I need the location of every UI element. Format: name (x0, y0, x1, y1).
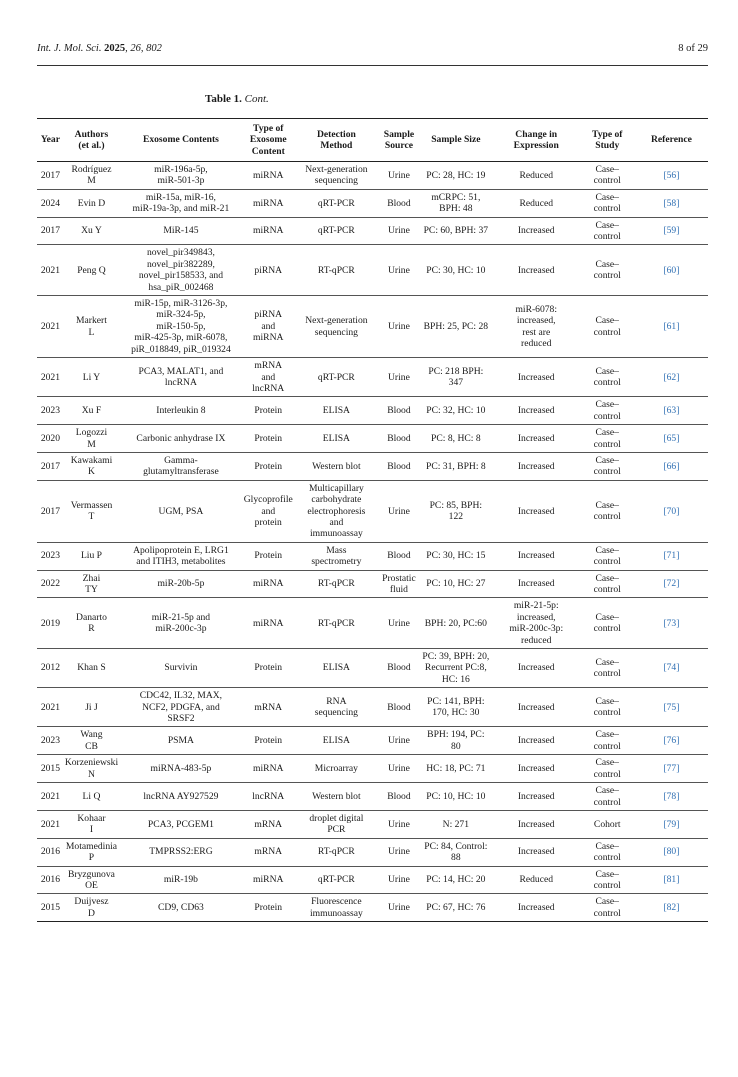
cell-authors: Rodríguez M (71, 164, 112, 187)
cell-reference[interactable]: [75] (663, 701, 680, 713)
cell-reference[interactable]: [78] (663, 790, 680, 802)
cell-change: Increased (517, 701, 555, 713)
cell-contents: novel_pir349843, novel_pir382289, novel_pir158533, and hsa_piR_002468 (138, 247, 224, 293)
cell-method: ELISA (322, 662, 350, 674)
cell-study: Case– control (593, 572, 621, 595)
cell-authors: Markert L (76, 315, 107, 338)
cell-change: Increased (517, 460, 555, 472)
cell-authors: Duijvesz D (74, 896, 109, 919)
cell-change: Increased (517, 432, 555, 444)
col-contents-header: Exosome Contents (142, 134, 219, 146)
cell-authors: Li Q (82, 790, 101, 802)
cell-year: 2015 (40, 902, 60, 914)
cell-authors: Li Y (82, 371, 101, 383)
cell-year: 2022 (40, 578, 60, 590)
cell-authors: Logozzi M (75, 427, 108, 450)
table-row (37, 358, 708, 397)
table-row (37, 838, 708, 866)
cell-study: Case– control (593, 544, 621, 568)
cell-size: PC: 31, BPH: 8 (425, 460, 486, 472)
cell-size: PC: 30, HC: 15 (426, 550, 486, 562)
cell-reference[interactable]: [65] (663, 432, 680, 444)
col-change-header: Change in Expression (513, 128, 559, 151)
cell-change: Increased (517, 790, 555, 802)
cell-type: mRNA (254, 701, 283, 713)
cell-type: Protein (254, 735, 283, 747)
cell-change: Increased (517, 735, 555, 747)
cell-study: Case– control (593, 258, 621, 282)
cell-size: BPH: 25, PC: 28 (423, 320, 489, 332)
cell-year: 2017 (40, 169, 60, 181)
cell-contents: miR-19b (163, 874, 198, 886)
cell-size: PC: 60, BPH: 37 (423, 225, 489, 237)
cell-source: Blood (387, 701, 411, 713)
cell-source: Urine (388, 762, 410, 774)
cell-source: Blood (387, 662, 411, 674)
cell-source: Urine (388, 225, 410, 237)
table-row (37, 894, 708, 922)
cell-type: piRNA and miRNA (253, 309, 284, 344)
cell-reference[interactable]: [60] (663, 264, 680, 276)
caption-label: Table 1. (205, 93, 242, 105)
cell-change: Increased (517, 662, 555, 674)
cell-method: RT-qPCR (317, 617, 355, 629)
table-row (37, 866, 708, 894)
cell-study: Case– control (593, 315, 621, 338)
cell-type: Protein (254, 662, 283, 674)
table-row (37, 598, 708, 649)
cell-authors: Motamedinia P (65, 840, 118, 864)
journal-volume-pages: , 26, 802 (125, 43, 162, 54)
cell-authors: Wang CB (80, 729, 103, 752)
cell-study: Case– control (593, 695, 621, 719)
cell-authors: Ji J (85, 701, 98, 713)
cell-method: Microarray (314, 762, 358, 774)
cell-authors: Zhai TY (82, 572, 101, 595)
cell-method: qRT-PCR (317, 874, 355, 886)
cell-method: RT-qPCR (317, 578, 355, 590)
cell-change: Increased (517, 225, 555, 237)
cell-type: miRNA (253, 578, 284, 590)
cell-year: 2023 (40, 550, 60, 562)
cell-method: qRT-PCR (317, 371, 355, 383)
cell-contents: PCA3, MALAT1, and lncRNA (138, 365, 224, 389)
table-header-row (37, 119, 708, 162)
cell-study: Case– control (593, 785, 621, 808)
table-body (37, 162, 708, 922)
journal-year: 2025 (104, 43, 126, 54)
cell-reference[interactable]: [73] (663, 617, 680, 629)
cell-reference[interactable]: [59] (663, 225, 680, 237)
cell-source: Urine (388, 505, 410, 517)
cell-study: Case– control (593, 499, 621, 523)
col-study-header: Type of Study (592, 128, 623, 151)
cell-study: Case– control (593, 868, 621, 891)
cell-reference[interactable]: [71] (663, 550, 680, 562)
cell-authors: Xu F (81, 405, 102, 417)
cell-study: Case– control (593, 399, 621, 422)
cell-contents: miR-21-5p and miR-200c-3p (151, 611, 211, 635)
cell-type: Protein (254, 405, 283, 417)
cell-method: Western blot (312, 790, 361, 802)
cell-contents: Gamma- glutamyltransferase (143, 454, 219, 478)
cell-source: Urine (388, 617, 410, 629)
cell-study: Case– control (593, 611, 621, 635)
cell-year: 2017 (40, 225, 60, 237)
cell-size: PC: 14, HC: 20 (426, 874, 486, 886)
cell-type: mRNA (254, 846, 283, 858)
cell-contents: UGM, PSA (158, 505, 204, 517)
cell-change: miR-6078: increased, rest are reduced (515, 303, 558, 349)
cell-reference[interactable]: [61] (663, 320, 680, 332)
cell-reference[interactable]: [80] (663, 846, 680, 858)
cell-reference[interactable]: [66] (663, 460, 680, 472)
cell-change: Increased (517, 264, 555, 276)
cell-year: 2021 (40, 701, 60, 713)
cell-authors: Liu P (80, 550, 102, 562)
journal-name: Int. J. Mol. Sci. (37, 43, 102, 54)
col-year-header: Year (40, 134, 60, 146)
cell-change: Increased (517, 818, 555, 830)
cell-method: qRT-PCR (317, 225, 355, 237)
table-row (37, 217, 708, 245)
cell-type: Glycoprofile and protein (243, 494, 293, 528)
cell-size: PC: 85, BPH: 122 (429, 499, 483, 523)
cell-size: PC: 30, HC: 10 (426, 264, 486, 276)
cell-method: Multicapillary carbohydrate electrophoresis and immunoassay (307, 482, 366, 540)
cell-study: Case– control (593, 365, 621, 389)
cell-change: miR-21-5p: increased, miR-200c-3p: reduced (509, 600, 564, 646)
cell-authors: Korzeniewski N (64, 757, 119, 780)
cell-year: 2017 (40, 505, 60, 517)
cell-method: RNA sequencing (314, 695, 358, 719)
cell-study: Case– control (593, 191, 621, 215)
cell-study: Case– control (593, 757, 621, 780)
cell-method: ELISA (322, 405, 350, 417)
cell-change: Increased (517, 550, 555, 562)
cell-size: PC: 141, BPH: 170, HC: 30 (427, 695, 485, 719)
cell-change: Reduced (519, 169, 554, 181)
cell-year: 2021 (40, 264, 60, 276)
cell-reference[interactable]: [70] (663, 505, 680, 517)
cell-contents: miR-196a-5p, miR-501-3p (154, 164, 208, 187)
cell-size: PC: 67, HC: 76 (426, 902, 486, 914)
cell-study: Case– control (593, 427, 621, 450)
cell-reference[interactable]: [63] (663, 405, 680, 417)
col-authors-header: Authors (et al.) (74, 128, 109, 151)
cell-type: Protein (254, 902, 283, 914)
cell-year: 2016 (40, 874, 60, 886)
cell-authors: Khan S (77, 662, 106, 674)
cell-size: BPH: 194, PC: 80 (427, 729, 485, 752)
table-caption (205, 93, 269, 105)
cell-year: 2019 (40, 617, 60, 629)
cell-source: Blood (387, 790, 411, 802)
cell-type: Protein (254, 550, 283, 562)
cell-type: miRNA (253, 617, 284, 629)
cell-method: RT-qPCR (317, 846, 355, 858)
table-row (37, 542, 708, 570)
cell-contents: Apolipoprotein E, LRG1 and ITIH3, metabolites (133, 544, 229, 568)
cell-authors: Kawakami K (70, 454, 113, 478)
cell-study: Case– control (593, 840, 621, 864)
col-method-header: Detection Method (316, 128, 356, 151)
cell-contents: Survivin (164, 662, 198, 674)
cell-change: Reduced (519, 197, 554, 209)
cell-year: 2016 (40, 846, 60, 858)
cell-method: RT-qPCR (317, 264, 355, 276)
cell-source: Urine (388, 169, 410, 181)
cell-source: Blood (387, 550, 411, 562)
table-row (37, 810, 708, 838)
cell-size: HC: 18, PC: 71 (426, 762, 486, 774)
caption-text: Cont. (244, 93, 269, 105)
cell-type: miRNA (253, 197, 284, 209)
cell-source: Blood (387, 460, 411, 472)
cell-reference[interactable]: [81] (663, 874, 680, 886)
cell-reference[interactable]: [56] (663, 169, 680, 181)
table-row (37, 783, 708, 811)
cell-type: mRNA and lncRNA (252, 360, 285, 394)
cell-authors: Evin D (77, 197, 106, 209)
cell-contents: miRNA-483-5p (150, 762, 212, 774)
cell-type: miRNA (253, 225, 284, 237)
cell-type: lncRNA (252, 790, 285, 802)
cell-size: PC: 218 BPH: 347 (428, 365, 484, 389)
cell-method: droplet digital PCR (309, 812, 364, 836)
cell-contents: miR-20b-5p (157, 578, 205, 590)
table-row (37, 570, 708, 598)
cell-size: PC: 28, HC: 19 (426, 169, 486, 181)
table-row (37, 397, 708, 425)
cell-method: Next-generation sequencing (305, 164, 368, 187)
cell-source: Urine (388, 902, 410, 914)
cell-study: Case– control (593, 164, 621, 187)
cell-change: Increased (517, 371, 555, 383)
cell-change: Increased (517, 578, 555, 590)
page-header (37, 43, 708, 59)
cell-year: 2021 (40, 790, 60, 802)
col-type-header: Type of Exosome Content (249, 122, 287, 157)
cell-reference[interactable]: [82] (663, 902, 680, 914)
cell-authors: Bryzgunova OE (68, 868, 115, 891)
cell-source: Urine (388, 818, 410, 830)
cell-source: Blood (387, 405, 411, 417)
cell-authors: Kohaar I (77, 812, 106, 836)
table-row (37, 296, 708, 358)
cell-year: 2023 (40, 405, 60, 417)
cell-year: 2021 (40, 818, 60, 830)
cell-change: Increased (517, 405, 555, 417)
table-row (37, 452, 708, 480)
cell-method: qRT-PCR (317, 197, 355, 209)
table-row (37, 480, 708, 542)
cell-change: Increased (517, 902, 555, 914)
cell-contents: Carbonic anhydrase IX (136, 432, 226, 444)
cell-size: PC: 10, HC: 27 (426, 578, 486, 590)
cell-contents: Interleukin 8 (156, 405, 206, 417)
cell-contents: PSMA (167, 735, 194, 747)
cell-reference[interactable]: [72] (663, 578, 680, 590)
cell-study: Case– control (593, 454, 621, 478)
cell-year: 2012 (40, 662, 60, 674)
cell-year: 2023 (40, 735, 60, 747)
cell-type: mRNA (254, 818, 283, 830)
cell-contents: CD9, CD63 (158, 902, 204, 914)
cell-reference[interactable]: [58] (663, 197, 680, 209)
cell-authors: Danarto R (76, 611, 107, 635)
page-number: 8 of 29 (678, 43, 708, 54)
cell-contents: miR-15p, miR-3126-3p, miR-324-5p, miR-150-5p, miR-425-3p, miR-6078, piR_018849, piR_019324 (131, 298, 231, 355)
cell-reference[interactable]: [79] (663, 818, 680, 830)
cell-change: Increased (517, 762, 555, 774)
cell-study: Case– control (593, 729, 621, 752)
cell-contents: MiR-145 (163, 225, 199, 237)
cell-contents: CDC42, IL32, MAX, NCF2, PDGFA, and SRSF2 (139, 690, 223, 725)
cell-reference[interactable]: [62] (663, 371, 680, 383)
cell-reference[interactable]: [76] (663, 735, 680, 747)
cell-source: Blood (387, 432, 411, 444)
table-row (37, 189, 708, 217)
col-reference-header: Reference (651, 134, 692, 146)
cell-size: PC: 10, HC: 10 (426, 790, 486, 802)
cell-change: Increased (517, 846, 555, 858)
cell-year: 2017 (40, 460, 60, 472)
cell-study: Case– control (593, 896, 621, 919)
cell-size: PC: 32, HC: 10 (426, 405, 486, 417)
cell-authors: Xu Y (81, 225, 102, 237)
cell-size: N: 271 (442, 818, 470, 830)
cell-type: piRNA (254, 264, 283, 276)
journal-citation (37, 43, 162, 59)
cell-source: Urine (388, 264, 410, 276)
cell-method: ELISA (322, 432, 350, 444)
cell-study: Case– control (593, 656, 621, 680)
cell-size: PC: 39, BPH: 20, Recurrent PC:8, HC: 16 (422, 651, 490, 685)
table-row (37, 162, 708, 190)
cell-type: Protein (254, 432, 283, 444)
cell-contents: miR-15a, miR-16, miR-19a-3p, and miR-21 (132, 191, 230, 215)
col-size-header: Sample Size (431, 134, 481, 146)
cell-year: 2021 (40, 371, 60, 383)
cell-type: Protein (254, 460, 283, 472)
cell-size: mCRPC: 51, BPH: 48 (431, 191, 481, 215)
table-row (37, 649, 708, 688)
cell-source: Urine (388, 874, 410, 886)
cell-study: Cohort (593, 818, 621, 830)
table-row (37, 727, 708, 755)
cell-type: miRNA (253, 169, 284, 181)
cell-method: Mass spectrometry (311, 544, 362, 568)
table-row (37, 755, 708, 783)
cell-contents: PCA3, PCGEM1 (147, 818, 214, 830)
cell-year: 2024 (40, 197, 60, 209)
cell-change: Increased (517, 505, 555, 517)
table-row (37, 425, 708, 453)
cell-authors: Vermassen T (70, 499, 113, 523)
cell-authors: Peng Q (77, 264, 106, 276)
cell-study: Case– control (593, 219, 621, 243)
cell-reference[interactable]: [77] (663, 762, 680, 774)
cell-size: PC: 84, Control: 88 (424, 840, 488, 864)
cell-year: 2021 (40, 320, 60, 332)
cell-change: Reduced (519, 874, 554, 886)
cell-source: Urine (388, 371, 410, 383)
header-rule (37, 65, 708, 66)
cell-size: BPH: 20, PC:60 (424, 617, 487, 629)
cell-year: 2015 (40, 762, 60, 774)
cell-contents: TMPRSS2:ERG (149, 846, 213, 858)
cell-type: miRNA (253, 762, 284, 774)
cell-method: ELISA (322, 735, 350, 747)
cell-contents: lncRNA AY927529 (143, 790, 219, 802)
cell-size: PC: 8, HC: 8 (431, 432, 481, 444)
cell-method: Next-generation sequencing (305, 315, 368, 338)
cell-source: Urine (388, 735, 410, 747)
col-source-header: Sample Source (383, 128, 415, 151)
cell-year: 2020 (40, 432, 60, 444)
table-row (37, 245, 708, 296)
cell-source: Urine (388, 320, 410, 332)
cell-method: Western blot (312, 460, 361, 472)
table-row (37, 688, 708, 727)
exosome-table (37, 118, 708, 922)
cell-source: Urine (388, 846, 410, 858)
cell-method: Fluorescence immunoassay (310, 896, 363, 919)
cell-type: miRNA (253, 874, 284, 886)
cell-source: Prostatic fluid (382, 572, 416, 595)
cell-source: Blood (387, 197, 411, 209)
cell-reference[interactable]: [74] (663, 662, 680, 674)
